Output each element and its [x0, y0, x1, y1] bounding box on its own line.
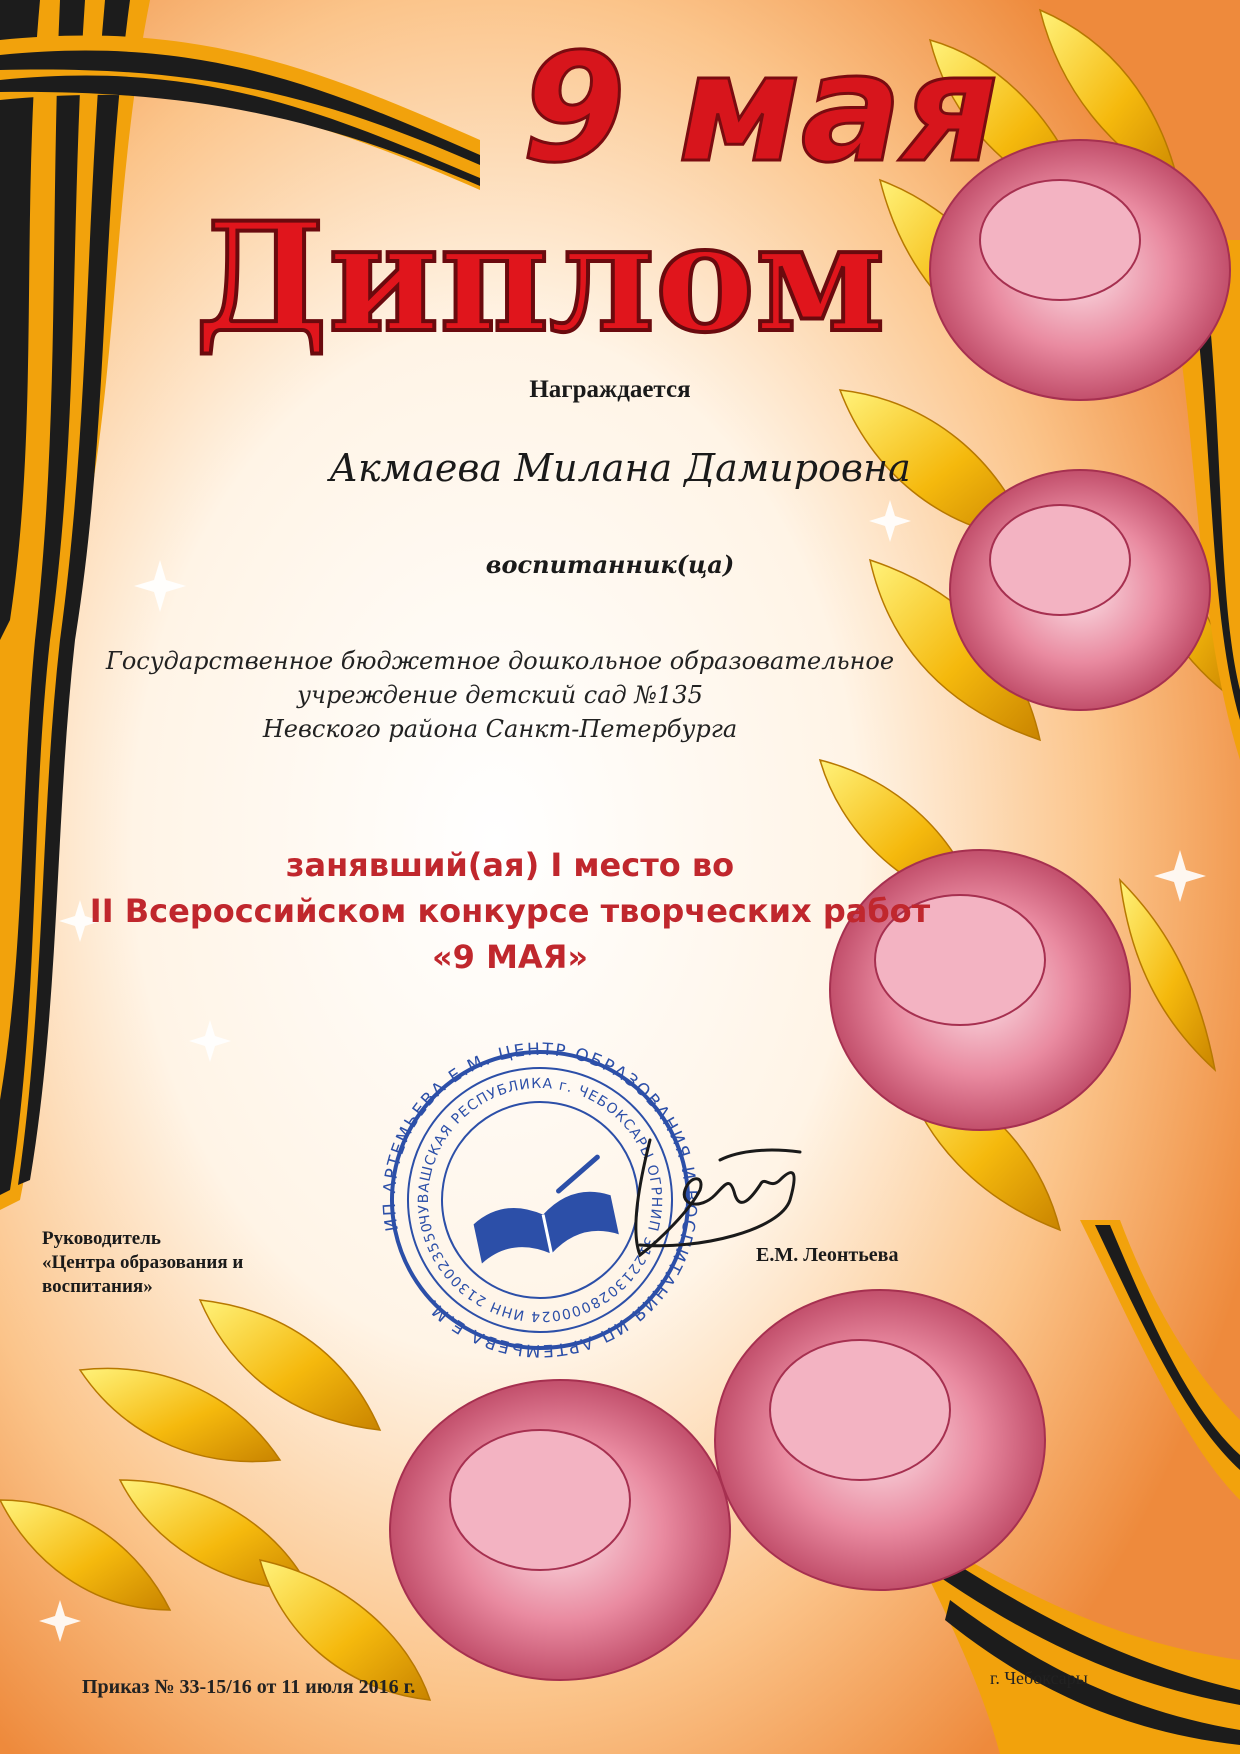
institution-line-2: учреждение детский сад №135	[297, 681, 703, 709]
city-label: г. Чебоксары	[990, 1668, 1088, 1688]
awarded-label: Награждается	[529, 376, 691, 403]
signer-position-line-1: Руководитель	[42, 1228, 161, 1249]
recipient-name: Акмаева Милана Дамировна	[329, 446, 911, 490]
award-line-2: II Всероссийском конкурсе творческих работ	[89, 892, 931, 930]
institution-line-3: Невского района Санкт-Петербурга	[262, 715, 738, 743]
order-reference: Приказ № 33-15/16 от 11 июля 2016 г.	[82, 1676, 416, 1698]
title-graphics	[0, 0, 1240, 380]
institution-line-1: Государственное бюджетное дошкольное образовательное	[105, 647, 895, 675]
signer-name: Е.М. Леонтьева	[756, 1244, 899, 1266]
signer-position-line-3: воспитания»	[42, 1276, 153, 1297]
award-line-1: занявший(ая) I место во	[285, 846, 735, 884]
award-line-3: «9 МАЯ»	[432, 938, 588, 976]
diploma-title: Диплом	[194, 190, 886, 366]
recipient-role: воспитанник(ца)	[485, 550, 735, 579]
stamp-inner-text: ЧУВАШСКАЯ РЕСПУБЛИКА г. ЧЕБОКСАРЫ ОГРНИП 312213028000024 ИНН 213002355052	[415, 1075, 665, 1325]
stamp-outer-text: ИП АРТЕМЬЕВА Е.М. ЦЕНТР ОБРАЗОВАНИЯ И ВОСПИТАНИЯ ИП АРТЕМЬЕВА Е.М.	[379, 1039, 701, 1361]
signer-position-line-2: «Центра образования и	[42, 1252, 244, 1273]
date-title: 9 мая	[521, 22, 999, 196]
